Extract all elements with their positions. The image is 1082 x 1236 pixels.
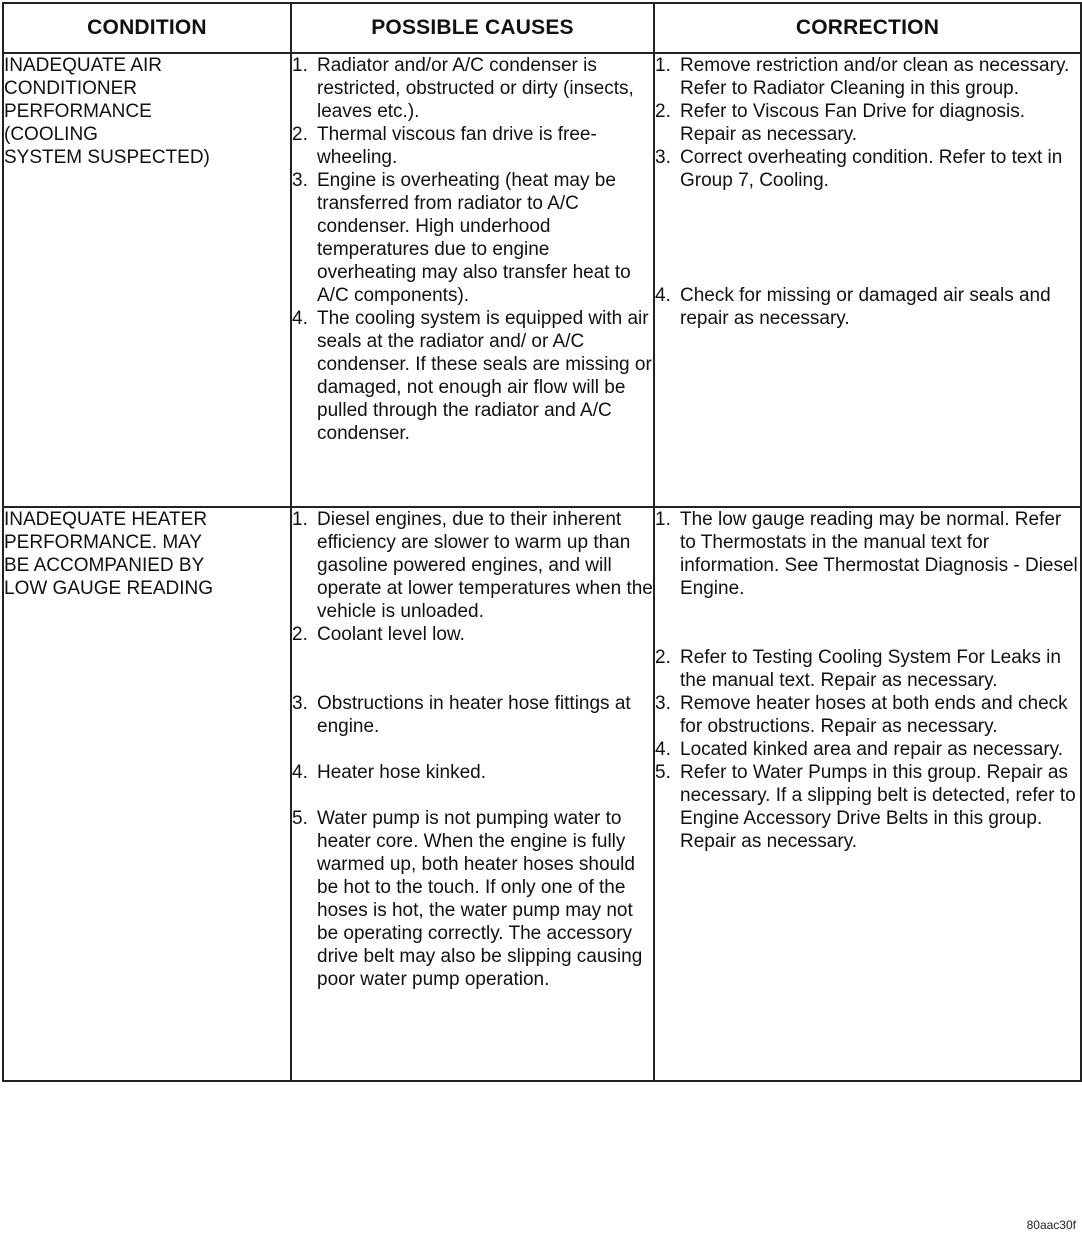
condition-cell (3, 53, 291, 507)
list-item (292, 807, 653, 991)
item-text: Heater hose kinked. (317, 762, 486, 783)
item-number: 4. (292, 308, 308, 329)
item-text: Remove restriction and/or clean as necessary. Refer to Radiator Cleaning in this group. (680, 55, 1070, 99)
item-number: 1. (655, 509, 671, 530)
item-text: The cooling system is equipped with air seals at the radiator and/ or A/C condenser. If these seals are missing or damaged, not enough air flow will be pulled through the radiator and A/C condenser. (317, 308, 652, 444)
list-item (292, 54, 653, 123)
item-text: Thermal viscous fan drive is free-wheeling. (317, 124, 597, 168)
list-item (655, 692, 1080, 738)
item-number: 3. (292, 693, 308, 714)
list-item (655, 646, 1080, 692)
causes-cell (291, 53, 654, 507)
item-text: Refer to Testing Cooling System For Leaks in the manual text. Repair as necessary. (680, 647, 1061, 691)
header-causes: POSSIBLE CAUSES (291, 3, 654, 53)
item-text: Correct overheating condition. Refer to text in Group 7, Cooling. (680, 147, 1063, 191)
item-number: 2. (655, 647, 671, 668)
list-item (655, 146, 1080, 192)
list-item (292, 169, 653, 307)
list-item (655, 508, 1080, 600)
item-text: Water pump is not pumping water to heater core. When the engine is fully warmed up, both heater hoses should be hot to the touch. If only one of the hoses is hot, the water pump may not be operating correctly. The accessory drive belt may also be slipping causing poor water pump operation. (317, 808, 643, 990)
item-text: Refer to Viscous Fan Drive for diagnosis. Repair as necessary. (680, 101, 1025, 145)
item-number: 2. (292, 124, 308, 145)
item-text: Check for missing or damaged air seals and repair as necessary. (680, 285, 1051, 329)
condition-line: PERFORMANCE (4, 101, 152, 122)
figure-code: 80aac30f (1026, 1218, 1076, 1232)
condition-line: BE ACCOMPANIED BY (4, 555, 205, 576)
item-number: 3. (655, 147, 671, 168)
item-text: Coolant level low. (317, 624, 465, 645)
list-item (655, 100, 1080, 146)
list-item (655, 284, 1080, 330)
condition-cell (3, 507, 291, 1081)
item-number: 1. (292, 509, 308, 530)
list-item (655, 761, 1080, 853)
list-item (292, 123, 653, 169)
header-condition: CONDITION (3, 3, 291, 53)
condition-line: CONDITIONER (4, 78, 137, 99)
causes-cell (291, 507, 654, 1081)
item-text: Engine is overheating (heat may be transferred from radiator to A/C condenser. High underhood temperatures due to engine overheating may also transfer heat to A/C components). (317, 170, 631, 306)
header-correction: CORRECTION (654, 3, 1081, 53)
item-number: 3. (655, 693, 671, 714)
header-row (3, 3, 1081, 53)
item-text: Radiator and/or A/C condenser is restricted, obstructed or dirty (insects, leaves etc.). (317, 55, 634, 122)
diagnosis-table (2, 2, 1082, 1082)
item-text: Diesel engines, due to their inherent efficiency are slower to warm up than gasoline powered engines, and will operate at lower temperatures when the vehicle is unloaded. (317, 509, 653, 622)
item-text: Refer to Water Pumps in this group. Repair as necessary. If a slipping belt is detected, refer to Engine Accessory Drive Belts in this group. Repair as necessary. (680, 762, 1076, 852)
item-number: 4. (655, 739, 671, 760)
item-number: 2. (655, 101, 671, 122)
table-row (3, 507, 1081, 1081)
list-item (292, 623, 653, 646)
item-text: Obstructions in heater hose fittings at engine. (317, 693, 631, 737)
item-number: 3. (292, 170, 308, 191)
item-text: The low gauge reading may be normal. Refer to Thermostats in the manual text for information. See Thermostat Diagnosis - Diesel Engine. (680, 509, 1078, 599)
condition-line: (COOLING (4, 124, 98, 145)
item-number: 5. (292, 808, 308, 829)
list-item (655, 54, 1080, 100)
item-text: Remove heater hoses at both ends and check for obstructions. Repair as necessary. (680, 693, 1068, 737)
corrections-cell (654, 507, 1081, 1081)
item-number: 5. (655, 762, 671, 783)
condition-line: SYSTEM SUSPECTED) (4, 147, 210, 168)
item-number: 1. (655, 55, 671, 76)
item-number: 4. (655, 285, 671, 306)
item-text: Located kinked area and repair as necessary. (680, 739, 1064, 760)
condition-line: LOW GAUGE READING (4, 578, 214, 599)
list-item (292, 508, 653, 623)
condition-line: INADEQUATE AIR (4, 55, 163, 76)
item-number: 2. (292, 624, 308, 645)
condition-line: INADEQUATE HEATER (4, 509, 208, 530)
corrections-cell (654, 53, 1081, 507)
list-item (292, 761, 653, 784)
condition-line: PERFORMANCE. MAY (4, 532, 203, 553)
item-number: 1. (292, 55, 308, 76)
list-item (292, 692, 653, 738)
item-number: 4. (292, 762, 308, 783)
list-item (655, 738, 1080, 761)
table-row (3, 53, 1081, 507)
list-item (292, 307, 653, 445)
